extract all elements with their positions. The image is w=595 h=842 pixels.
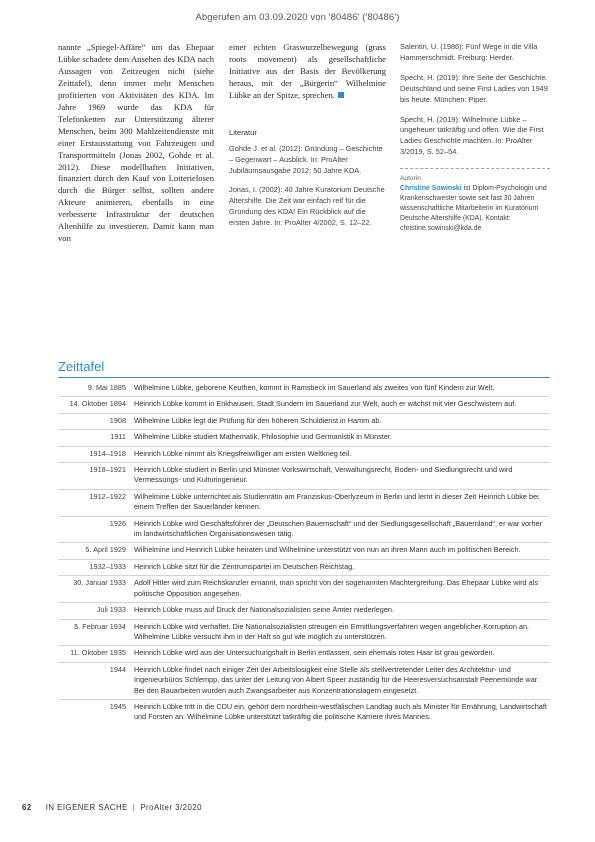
- timeline-row: [58, 543, 550, 559]
- literature-entry: Specht, H. (2019): Ihre Seite der Geschichte. Deutschland und seine First Ladies von 1949 bis heute. München: Piper.: [400, 72, 548, 104]
- timeline-date: 9. Mai 1885: [87, 383, 126, 392]
- page-number: 62: [22, 803, 32, 812]
- timeline-event: Heinrich Lübke studiert in Berlin und Münster Vorkswirtschaft, Verwaltungsrecht, Boden- und Siedlungsrecht und wird Vermessungs- und Kulturingenieur.: [134, 465, 513, 485]
- timeline-date: 1911: [110, 432, 126, 442]
- author-divider: [400, 168, 550, 169]
- timeline-row: [58, 381, 550, 397]
- timeline-date: 1926: [109, 518, 126, 528]
- timeline-date: 1912–1922: [89, 491, 126, 501]
- timeline-row: [58, 663, 550, 700]
- timeline-date: 1918–1921: [89, 465, 126, 475]
- timeline-row: [58, 700, 550, 726]
- literature-heading: Literatur: [229, 127, 257, 137]
- issue-name: ProAlter 3/2020: [140, 803, 202, 812]
- timeline-event: Heinrich Lübke wird aus der Untersuchungshaft in Berlin entlassen, sein ehemals rotes Haar ist grau geworden.: [134, 648, 495, 658]
- timeline-event: Wilhelmine Lübke legt die Prüfung für den höheren Schuldienst in Hamm ab.: [134, 415, 382, 425]
- timeline-event: Wilhelmine Lübke, geborene Keuthen, kommt in Ramsbeck im Sauerland als zweites von fünf Kindern zur Welt.: [134, 383, 495, 392]
- timeline-row: [58, 620, 550, 647]
- author-label: Autorin: [400, 175, 421, 183]
- timeline-event: Heinrich Lübke findet nach einiger Zeit der Arbeitslosigkeit eine Stelle als stellvertretender Leiter des Architektur- und Ingenieurbüros Schlempp, das unter der Leitung von Albert Speer zuständig für die Heeresversuchsanstalt Peenemünde war. Bei den Bauarbeiten wurden auch Zwangsarbeiter aus Konzentrationslagern eingesetzt.: [134, 664, 539, 695]
- timeline-row: [58, 463, 550, 490]
- timeline-row: [58, 490, 550, 517]
- timeline-event: Wilhelmine und Heinrich Lübke heiraten und Wilhelmine unterstützt von nun an ihren Mann auch im politischen Bereich.: [134, 545, 521, 555]
- timeline-row: [58, 430, 550, 446]
- timeline-row: [58, 560, 550, 576]
- timeline-date: 5. Februar 1934: [74, 621, 126, 631]
- end-of-article-square-icon: [338, 92, 344, 98]
- timeline-event: Heinrich Lübke kommt in Enkhausen, Stadt Sundern im Sauerland zur Welt, auch er wächst mit vier Geschwistern auf.: [134, 399, 517, 409]
- timeline-date: 5. April 1929: [85, 545, 126, 555]
- timeline-date: 1945: [109, 701, 126, 711]
- timeline-event: Heinrich Lübke tritt in die CDU ein, gehört dem nordrhein-westfälischen Landtag auch als Minister für Ernährung, Landwirtschaft und Forsten an. Wilhelmine Lübke unterstützt tatkräftig die politische Karriere ihres Mannes.: [134, 701, 547, 722]
- timeline-table: [58, 381, 550, 726]
- timeline-event: Wilhelmine Lübke studiert Mathematik, Philosophie und Germanistik in Münster.: [134, 432, 392, 442]
- article-paragraph: nannte „Spiegel-Affäre“ um das Ehepaar Lübke schadete dem Ansehen des KDA nach Aussagen von Zeitzeugen nicht (siehe Zeittafel), denn immer mehr Menschen profitierten von Aktivitäten des KDA. Im Jahre 1969 wurde das KDA für Telefonketten zur Unterstützung älterer Menschen, beim 300 Mahlzeitendienste mit einer Erstausstattung von Fahrzeugen und Transportmitteln (Jonas 2002, Gohde et al. 2012). Diese modellhaften Initiativen, finanziert durch den Kauf von Lotterielosen durch die Bürger selbst, sollten andere Akteure animieren, ebenfalls in eine verbesserte Infrastruktur der deutschen Altenhilfe zu investieren. Damit kann man von: [58, 42, 214, 244]
- timeline-title: Zeittafel: [58, 359, 105, 374]
- literature-entry: Jonas, I. (2002): 40 Jahre Kuratorium Deutsche Altershilfe. Die Zeit war einfach reif für die Gründung des KDA! Ein Rückblick auf die ersten Jahre. In: ProAlter 4/2002, S. 12–22.: [229, 185, 385, 228]
- timeline-date: 14. Oktober 1894: [69, 399, 126, 409]
- timeline-date: 1908: [109, 415, 126, 425]
- author-name: Christine Sowinski: [400, 185, 462, 193]
- timeline-event: Wilhelmine Lübke unterrichtet als Studienrätin am Franziskus-Oberlyzeum in Berlin und lernt in dieser Zeit Heinrich Lübke bei einem Treffen der Sauerländer kennen.: [134, 491, 539, 512]
- timeline-row: [58, 397, 550, 413]
- download-stamp: Abgerufen am 03.09.2020 von '80486' ('80486'): [195, 12, 400, 23]
- article-column-2: [229, 42, 386, 238]
- timeline-row: [58, 603, 550, 619]
- timeline-event: Heinrich Lübke wird verhaftet. Die Nationalsozialisten streugen ein Ermittlungsverfahren wegen angeblicher Korruption an. Wilhelmine Lübke versucht ihm in der Haft so gut wie möglich zu unterstützen.: [134, 621, 530, 641]
- article-paragraph-end: [229, 42, 386, 102]
- timeline-event: Heinrich Lübke sitzt für die Zentrumspartei im Deutschen Reichstag.: [134, 561, 355, 571]
- author-bio-text: ist Diplom-Psychologin und Krankenschwester sowie seit fast 30 Jahren wissenschaftliche Mitarbeiterin im Kuratorium Deutsche Altershilfe (KDA). Kontakt: christine.sowinski@kda.de: [400, 185, 547, 233]
- article-paragraph-text: einer echten Graswurzelbewegung (grass roots movement) als gesellschaftliche Initiative aus der Basis der Bevölkerung heraus, mit der „Bürgerin“ Wilhelmine Lübke an der Spitze, sprechen.: [229, 42, 386, 100]
- timeline-date: 1944: [109, 664, 126, 674]
- timeline-row: [58, 447, 550, 463]
- timeline-event: Adolf Hitler wird zum Reichskanzler ernannt, man spricht von der sogenannten Machtergreifung. Das Ehepaar Lübke wird als politische Opposition angesehen.: [134, 578, 538, 598]
- timeline-date: Juli 1933: [96, 605, 126, 615]
- timeline-date: 30. Januar 1933: [73, 578, 126, 588]
- timeline-row: [58, 414, 550, 430]
- timeline-date: 11. Oktober 1935: [70, 648, 126, 658]
- timeline-row: [58, 646, 550, 662]
- section-name: IN EIGENER SACHE: [45, 803, 128, 812]
- literature-entry: Salentin, U. (1986): Fünf Wege in die Villa Hammerschmidt. Freiburg: Herder.: [400, 42, 538, 62]
- timeline-event: Heinrich Lübke muss auf Druck der Nationalsozialisten seine Ämter niederlegen.: [134, 605, 394, 615]
- timeline-row: [58, 576, 550, 603]
- literature-entry: Specht, H. (2019): Wilhelmine Lübke – ungeheuer tatkräftig und offen. Wie die First Ladies Geschichte machten. In: ProAlter 3/2019, S. 52–54.: [400, 114, 544, 157]
- timeline-event: Heinrich Lübke nimmt als Kriegsfreiwilliger am ersten Weltkrieg teil.: [134, 448, 352, 458]
- timeline-date: 1914–1918: [89, 448, 126, 458]
- page-footer: [22, 803, 202, 812]
- literature-entry: Gohde J. et al. (2012): Gründung – Geschichte – Gegenwart – Ausblick. In: ProAlter Jubiläumsausgabe 2012: 50 Jahre KDA.: [229, 143, 383, 175]
- timeline-date: 1932–1933: [89, 561, 126, 571]
- author-bio: [400, 184, 550, 234]
- footer-separator: |: [132, 803, 136, 812]
- article-column-3: [400, 42, 550, 234]
- timeline-title-rule: [58, 377, 550, 378]
- timeline-row: [58, 517, 550, 544]
- article-column-1: [58, 42, 214, 245]
- timeline-event: Heinrich Lübke wird Geschäftsführer der „Deutschen Bauernschaft“ und der Siedlungsgesellschaft „Bauernland“, er war vorher im landwirtschaftlichen Organisationswesen tätig.: [134, 518, 543, 539]
